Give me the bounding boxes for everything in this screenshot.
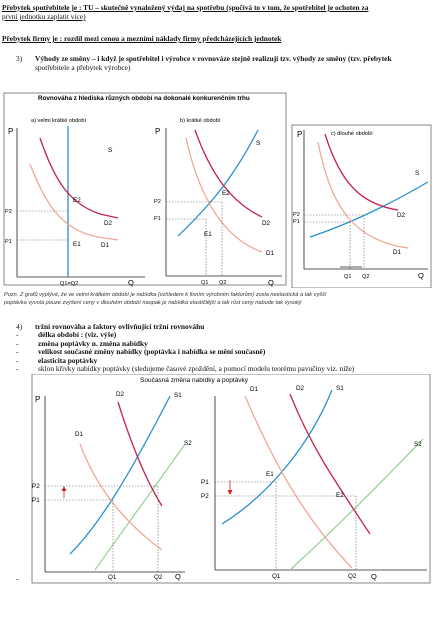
left-d2-label: D2 <box>116 391 125 398</box>
right-e1-label: E1 <box>266 471 274 478</box>
panel-b-demand-d2 <box>195 130 262 217</box>
panel-a-p1-label: P1 <box>5 239 12 245</box>
note-line2: poptávka vyvolá pouze zvýšení ceny v dlouhém období naopak je nabídka elastičtější a tak růst ceny nabude tak vysoký <box>4 299 302 306</box>
factor-text: velikost současné změny nabídky (poptávka i nabídka se mění současně) <box>38 347 266 356</box>
bullet-dash: - <box>16 330 19 339</box>
right-supply-s2 <box>290 439 423 570</box>
panel-c <box>293 130 428 280</box>
factor-item <box>16 365 354 374</box>
panel-b-q2-label: Q2 <box>219 280 227 286</box>
figure-equilibrium-periods <box>0 92 433 288</box>
panel-a-q-axis-label: Q <box>128 278 134 287</box>
figure1-frame-c <box>292 125 431 288</box>
panel-c-s-label: S <box>415 170 420 177</box>
right-d1-label: D1 <box>250 386 259 393</box>
panel-c-p2-label: P2 <box>293 212 300 218</box>
bullet-dash: - <box>16 364 19 373</box>
panel-a-d2-label: D2 <box>104 220 113 227</box>
consumer-surplus-line1: Přebytek spotřebitele je : TU – skutečně vynaložený výdaj na spotřebu (spočívá to v tom, že spotřebitel je ochoten za <box>2 3 369 12</box>
bullet-dash: - <box>16 338 19 348</box>
panel-a-q-label: Q1=Q2 <box>60 281 79 287</box>
consumer-surplus-line2: první jednotku zaplatit více) <box>2 12 86 21</box>
right-q-axis-label: Q <box>371 572 377 581</box>
panel-c-p1-label: P1 <box>293 219 300 225</box>
item3-line2: spotřebitele a přebytek výrobce) <box>35 63 131 72</box>
panel-b-p1-label: P1 <box>154 216 161 222</box>
panel-c-p-axis-label: P <box>297 130 303 139</box>
panel-b-p-axis-label: P <box>155 127 161 136</box>
item3-text <box>35 54 392 72</box>
panel-c-q-axis-label: Q <box>418 271 424 280</box>
left-price-arrow-head <box>62 486 67 491</box>
panel-a-p2-label: P2 <box>5 209 12 215</box>
item4-factor-list <box>16 331 354 374</box>
right-price-arrow-head <box>228 490 233 495</box>
panel-b-q-axis-label: Q <box>268 278 274 287</box>
left-q-axis-label: Q <box>175 572 181 581</box>
panel-b-supply-curve <box>178 130 258 236</box>
figure2-right-panel <box>201 385 427 581</box>
panel-b-e1-label: E1 <box>204 231 212 238</box>
final-dash: - <box>16 574 19 583</box>
note-line1: Pozn. Z grafů vyplývá, že ve velmi krátkém období je nabídka (vzhledem k fixním výrobním faktorům) zcela neelastická a tak vyšší <box>4 292 327 298</box>
panel-c-q1-label: Q1 <box>344 274 352 280</box>
item4-title: tržní rovnováha a faktory ovlivňující tržní rovnováhu <box>35 322 205 331</box>
panel-c-q2-label: Q2 <box>362 274 370 280</box>
panel-a <box>5 118 145 287</box>
panel-a-e2-label: E2 <box>73 197 81 204</box>
item3-number: 3) <box>16 54 23 63</box>
factor-text: elasticita poptávky <box>38 355 98 365</box>
panel-c-d1-label: D1 <box>393 249 402 256</box>
right-e2-label: E2 <box>336 492 344 499</box>
left-p2-label: P2 <box>32 483 40 490</box>
right-s1-label: S1 <box>336 385 344 392</box>
right-p1-label: P1 <box>201 479 209 486</box>
panel-a-d1-label: D1 <box>101 242 110 249</box>
bullet-dash: - <box>16 355 19 365</box>
left-supply-s1 <box>70 396 170 554</box>
left-p-axis-label: P <box>35 395 41 404</box>
panel-c-d2-label: D2 <box>397 212 406 219</box>
panel-b-d1-label: D1 <box>266 250 275 257</box>
figure-simultaneous-change <box>0 374 433 586</box>
right-q1-label: Q1 <box>272 573 281 580</box>
panel-c-label: c) dlouhé období <box>331 131 373 137</box>
panel-b-label: b) krátké období <box>180 118 221 124</box>
right-supply-s1 <box>222 390 332 524</box>
left-demand-d2 <box>118 402 162 506</box>
paragraph-firm-surplus: Přebytek firmy je : rozdíl mezi cenou a mezními náklady firmy předcházejících jednotek <box>2 34 282 43</box>
left-p1-label: P1 <box>32 497 40 504</box>
figure2-left-panel <box>32 391 192 581</box>
factor-text: změna poptávky n. změna nabídky <box>38 338 148 348</box>
right-p2-label: P2 <box>201 493 209 500</box>
left-s2-label: S2 <box>184 440 192 447</box>
left-q2-label: Q2 <box>154 574 163 581</box>
paragraph-consumer-surplus <box>2 3 368 21</box>
figure1-note <box>4 292 326 307</box>
item4-number: 4) <box>16 322 23 331</box>
item3-line1: Výhody ze směny – i když je spotřebitel i výrobce v rovnováze stejně realizují tzv. výhody ze směny (tzv. přebytek <box>35 54 392 63</box>
panel-a-s-label: S <box>108 147 113 154</box>
left-q1-label: Q1 <box>108 574 117 581</box>
panel-a-label: a) velmi krátké období <box>31 118 87 124</box>
panel-b-e2-label: E2 <box>222 190 230 197</box>
panel-c-supply-curve <box>310 182 428 237</box>
figure2-title: Současná změna nabídky a poptávky <box>140 377 249 384</box>
panel-b-p2-label: P2 <box>154 199 161 205</box>
panel-a-p-axis-label: P <box>8 127 14 136</box>
figure1-title: Rovnováha z hlediska různých období na dokonalé konkurenčním trhu <box>38 95 250 102</box>
right-s2-label: S2 <box>414 441 422 448</box>
left-s1-label: S1 <box>174 392 182 399</box>
factor-text: sklon křivky nabídky poptávky (sledujeme časové zpoždění, a pomocí modelu teorému pavučiny viz. níže) <box>38 364 355 373</box>
panel-c-demand-d1 <box>318 142 408 248</box>
panel-a-e1-label: E1 <box>73 241 81 248</box>
factor-text: délka období : (viz. výše) <box>38 330 117 339</box>
right-d2-label: D2 <box>296 385 305 392</box>
panel-b-q1-label: Q1 <box>201 280 209 286</box>
panel-a-demand-d2 <box>40 138 118 218</box>
panel-b-d2-label: D2 <box>262 220 271 227</box>
panel-b-s-label: S <box>256 140 261 147</box>
panel-b <box>154 118 282 287</box>
bullet-dash: - <box>16 347 19 356</box>
right-q2-label: Q2 <box>348 573 357 580</box>
right-demand-d2 <box>290 394 370 534</box>
left-d1-label: D1 <box>75 431 84 438</box>
figure2-frame <box>32 374 430 583</box>
